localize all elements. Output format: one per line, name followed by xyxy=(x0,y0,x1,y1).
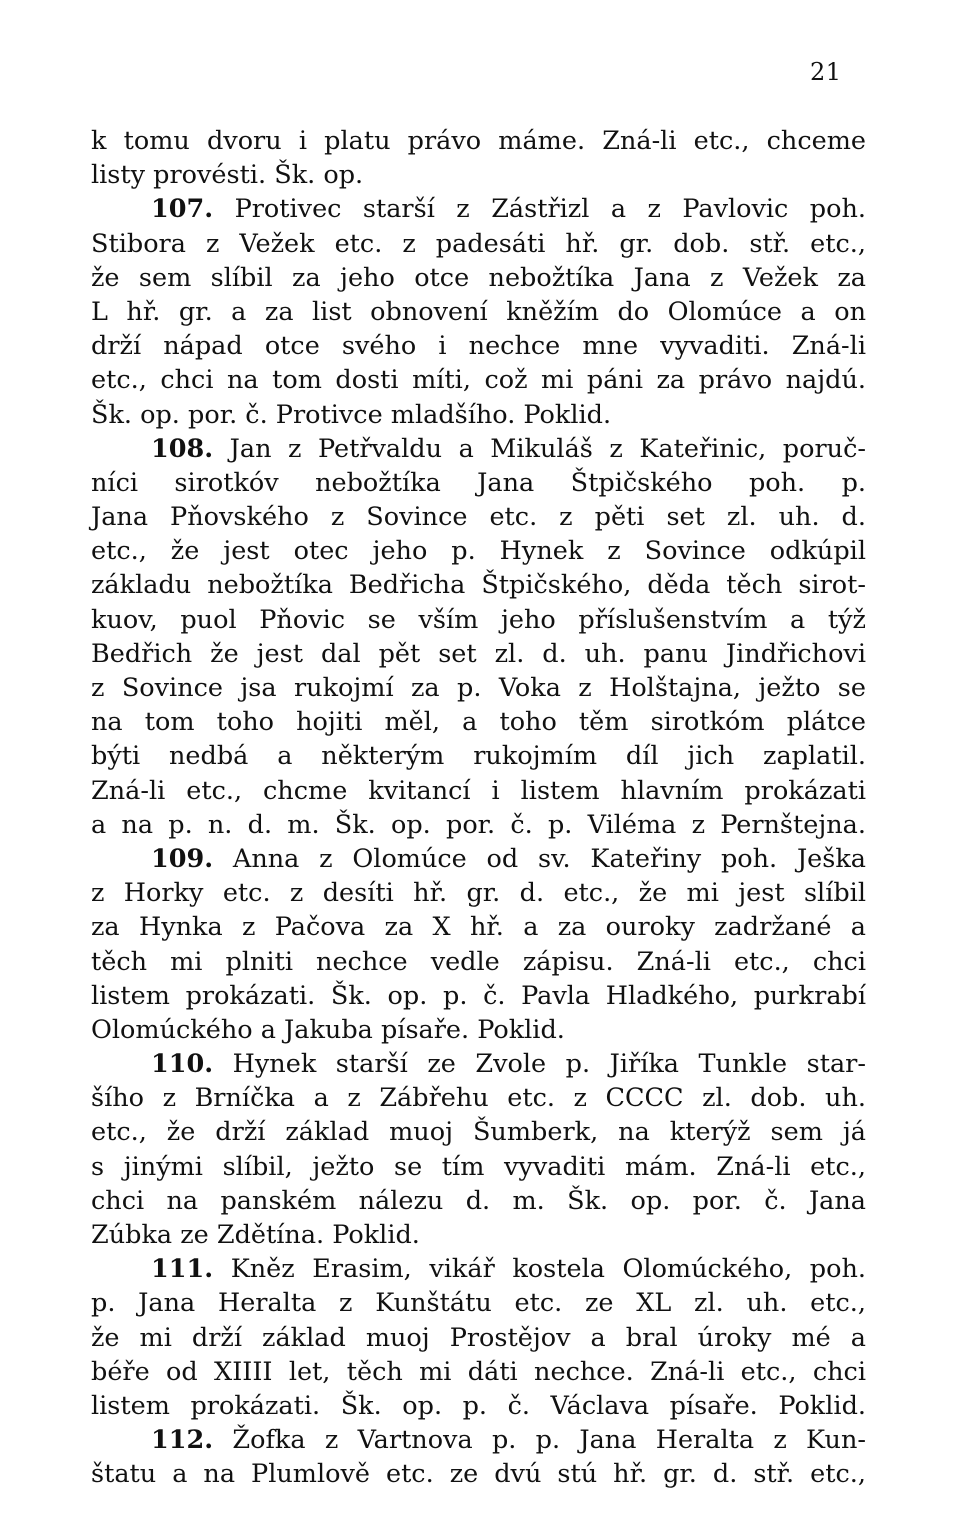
line-text: šího z Brníčka a z Zábřehu etc. z CCCC zl. dob. uh. xyxy=(91,1083,866,1114)
line-text: Kněz Erasim, vikář kostela Olomúckého, poh. xyxy=(230,1254,866,1285)
line-text: že mi drží základ muoj Prostějov a bral úroky mé a xyxy=(91,1322,866,1353)
entry-number: 112. xyxy=(151,1425,214,1456)
text-line xyxy=(91,1081,866,1115)
text-line xyxy=(91,774,866,808)
text-line xyxy=(91,261,866,295)
entry-first-line xyxy=(91,432,866,466)
line-text: a na p. n. d. m. Šk. op. por. č. p. Viléma z Pernštejna. xyxy=(91,809,866,840)
line-text: chci na panském nálezu d. m. Šk. op. por. č. Jana xyxy=(91,1185,866,1216)
text-line xyxy=(91,1321,866,1355)
text-line xyxy=(91,1355,866,1389)
line-text: těch mi plniti nechce vedle zápisu. Zná-li etc., chci xyxy=(91,946,866,977)
entry-number: 111. xyxy=(151,1254,214,1285)
entry-first-line xyxy=(91,1252,866,1286)
text-line xyxy=(91,1286,866,1320)
line-text: Šk. op. por. č. Protivce mladšího. Poklid. xyxy=(91,399,612,430)
text-line xyxy=(91,739,866,773)
line-text: s jinými slíbil, ježto se tím vyvaditi mám. Zná-li etc., xyxy=(91,1151,866,1182)
line-text: p. Jana Heralta z Kunštátu etc. ze XL zl. uh. etc., xyxy=(91,1288,866,1319)
text-line xyxy=(91,398,866,432)
text-line xyxy=(91,603,866,637)
line-text: kuov, puol Pňovic se vším jeho příslušenstvím a týž xyxy=(91,604,866,635)
line-text: Anna z Olomúce od sv. Kateřiny poh. Ješka xyxy=(232,843,866,874)
entry-number: 108. xyxy=(151,433,214,464)
line-text: k tomu dvoru i platu právo máme. Zná-li etc., chceme xyxy=(91,126,866,156)
text-line xyxy=(91,295,866,329)
text-line xyxy=(91,808,866,842)
line-text: listem prokázati. Šk. op. p. č. Václava písaře. Poklid. xyxy=(91,1390,866,1421)
line-text: že sem slíbil za jeho otce nebožtíka Jana z Vežek za xyxy=(91,262,866,293)
line-text: za Hynka z Pačova za X hř. a za ouroky zadržané a xyxy=(91,912,866,943)
line-text: na tom toho hojiti měl, a toho těm sirotkóm plátce xyxy=(91,707,866,738)
line-text: Jan z Petřvaldu a Mikuláš z Kateřinic, poruč- xyxy=(229,433,866,464)
line-text: Protivec starší z Zástřizl a z Pavlovic poh. xyxy=(234,194,866,225)
line-text: Olomúckého a Jakuba písaře. Poklid. xyxy=(91,1014,565,1045)
text-line xyxy=(91,124,866,158)
text-line xyxy=(91,534,866,568)
text-line xyxy=(91,1218,866,1252)
line-text: drží nápad otce svého i nechce mne vyvaditi. Zná-li xyxy=(91,331,866,362)
text-line xyxy=(91,227,866,261)
text-line xyxy=(91,466,866,500)
text-line xyxy=(91,1115,866,1149)
text-line xyxy=(91,568,866,602)
text-line xyxy=(91,329,866,363)
page-body-text xyxy=(91,124,866,1492)
line-text: z Sovince jsa rukojmí za p. Voka z Holštajna, ježto se xyxy=(91,673,866,703)
line-text: etc., chci na tom dosti míti, což mi páni za právo najdú. xyxy=(91,365,866,396)
text-line xyxy=(91,945,866,979)
entry-number: 110. xyxy=(151,1049,214,1080)
text-line xyxy=(91,705,866,739)
text-line xyxy=(91,979,866,1013)
line-text: béře od XIIII let, těch mi dáti nechce. Zná-li etc., chci xyxy=(91,1356,866,1387)
line-text: Jana Pňovského z Sovince etc. z pěti set zl. uh. d. xyxy=(91,502,866,533)
line-text: Bedřich že jest dal pět set zl. d. uh. panu Jindřichovi xyxy=(91,638,866,669)
line-text: listy provésti. Šk. op. xyxy=(91,160,364,191)
text-line xyxy=(91,910,866,944)
entry-number: 109. xyxy=(151,843,214,874)
text-line xyxy=(91,1150,866,1184)
line-text: Zúbka ze Zdětína. Poklid. xyxy=(91,1220,420,1250)
text-line xyxy=(91,363,866,397)
text-line xyxy=(91,500,866,534)
entry-first-line xyxy=(91,842,866,876)
text-line xyxy=(91,1389,866,1423)
text-line xyxy=(91,1013,866,1047)
entry-first-line xyxy=(91,192,866,226)
line-text: níci sirotkóv nebožtíka Jana Štpičského poh. p. xyxy=(91,467,866,498)
line-text: Hynek starší ze Zvole p. Jiříka Tunkle star- xyxy=(232,1049,866,1080)
line-text: býti nedbá a některým rukojmím díl jich zaplatil. xyxy=(91,741,866,772)
line-text: L hř. gr. a za list obnovení kněžím do Olomúce a on xyxy=(91,296,866,327)
line-text: Stibora z Vežek etc. z padesáti hř. gr. dob. stř. etc., xyxy=(91,228,866,259)
text-line xyxy=(91,1184,866,1218)
line-text: z Horky etc. z desíti hř. gr. d. etc., že mi jest slíbil xyxy=(91,878,866,909)
page-number: 21 xyxy=(810,58,842,86)
text-line xyxy=(91,637,866,671)
line-text: základu nebožtíka Bedřicha Štpičského, děda těch sirot- xyxy=(91,570,866,601)
text-line xyxy=(91,876,866,910)
entry-number: 107. xyxy=(151,194,214,225)
text-line xyxy=(91,158,866,192)
text-line xyxy=(91,1457,866,1491)
entry-first-line xyxy=(91,1047,866,1081)
line-text: Žofka z Vartnova p. p. Jana Heralta z Kun- xyxy=(232,1425,867,1456)
line-text: etc., že jest otec jeho p. Hynek z Sovince odkúpil xyxy=(91,536,866,567)
text-line xyxy=(91,671,866,705)
line-text: Zná-li etc., chcme kvitancí i listem hlavním prokázati xyxy=(91,775,866,806)
line-text: etc., že drží základ muoj Šumberk, na kterýž sem já xyxy=(91,1117,866,1148)
entry-first-line xyxy=(91,1423,866,1457)
line-text: listem prokázati. Šk. op. p. č. Pavla Hladkého, purkrabí xyxy=(91,980,866,1011)
line-text: štatu a na Plumlově etc. ze dvú stú hř. gr. d. stř. etc., xyxy=(91,1459,866,1490)
